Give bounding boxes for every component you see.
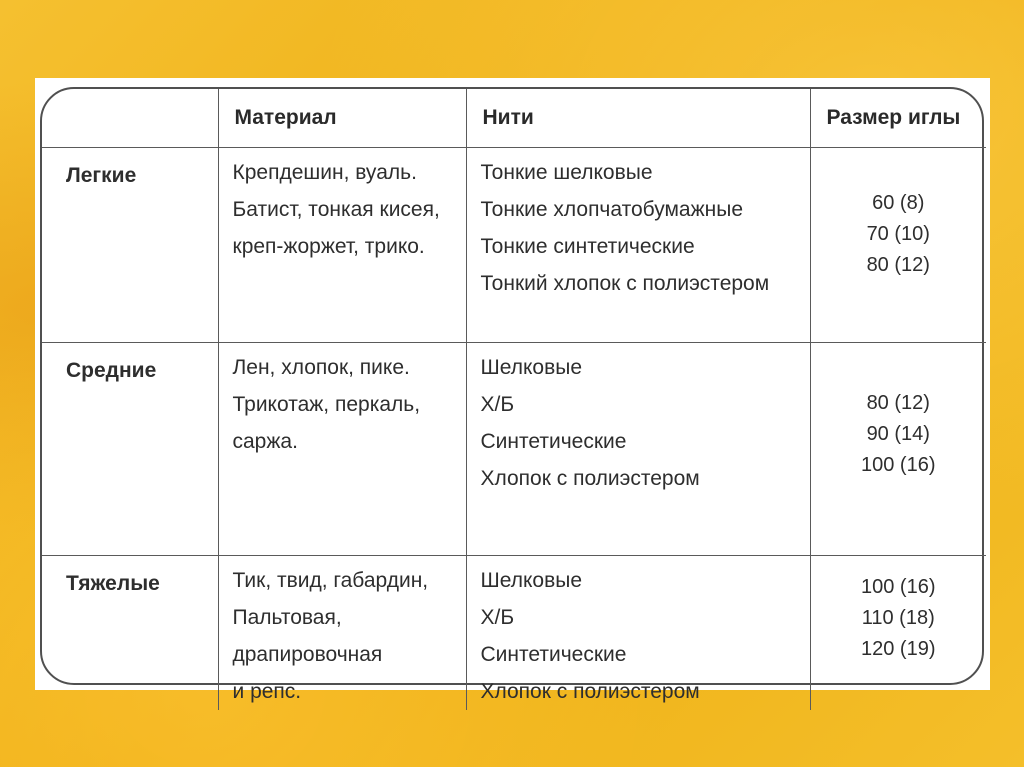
thread-line: Тонкие хлопчатобумажные xyxy=(480,198,744,221)
table-panel xyxy=(35,78,990,703)
needle-size-value: 110 (18) xyxy=(861,606,935,629)
needle-size-value: 100 (16) xyxy=(861,575,936,598)
materials-cell xyxy=(218,343,466,556)
thread-line: Х/Б xyxy=(480,393,515,416)
material-line: и репс. xyxy=(232,680,302,703)
thread-line: Тонкие синтетические xyxy=(480,235,695,258)
material-line: Трикотаж, перкаль, xyxy=(232,393,421,416)
needle-size-value: 90 (14) xyxy=(866,422,930,445)
thread-line: Синтетические xyxy=(480,643,627,666)
material-line: Батист, тонкая кисея, xyxy=(232,198,440,221)
header-threads: Нити xyxy=(466,89,810,148)
needle-size-table xyxy=(42,89,986,710)
table-row xyxy=(42,343,986,556)
material-line: Тик, твид, габардин, xyxy=(232,569,429,592)
needle-size-cell xyxy=(810,556,986,711)
category-cell: Легкие xyxy=(42,148,218,343)
material-line: Крепдешин, вуаль. xyxy=(232,161,417,184)
needle-size-value: 60 (8) xyxy=(872,191,925,214)
thread-line: Тонкий хлопок с полиэстером xyxy=(480,272,770,295)
material-line: креп-жоржет, трико. xyxy=(232,235,425,258)
materials-cell xyxy=(218,148,466,343)
header-needle-size: Размер иглы xyxy=(810,89,986,148)
table-row xyxy=(42,556,986,711)
thread-line: Х/Б xyxy=(480,606,515,629)
needle-size-cell xyxy=(810,148,986,343)
thread-line: Шелковые xyxy=(480,356,583,379)
material-line: Пальтовая, xyxy=(232,606,342,629)
thread-line: Синтетические xyxy=(480,430,627,453)
table-row xyxy=(42,148,986,343)
header-empty xyxy=(42,89,218,148)
material-line: Лен, хлопок, пике. xyxy=(232,356,410,379)
table-frame xyxy=(40,87,984,703)
thread-line: Шелковые xyxy=(480,569,583,592)
header-material: Материал xyxy=(218,89,466,148)
threads-cell xyxy=(466,148,810,343)
thread-line: Хлопок с полиэстером xyxy=(480,680,700,703)
materials-cell xyxy=(218,556,466,711)
needle-size-value: 70 (10) xyxy=(866,222,930,245)
material-line: драпировочная xyxy=(232,643,383,666)
threads-cell xyxy=(466,343,810,556)
thread-line: Хлопок с полиэстером xyxy=(480,467,700,490)
material-line: саржа. xyxy=(232,430,298,453)
needle-size-value: 80 (12) xyxy=(866,253,930,276)
thread-line: Тонкие шелковые xyxy=(480,161,653,184)
category-cell: Тяжелые xyxy=(42,556,218,711)
category-cell: Средние xyxy=(42,343,218,556)
threads-cell xyxy=(466,556,810,711)
needle-size-cell xyxy=(810,343,986,556)
needle-size-value: 80 (12) xyxy=(866,391,930,414)
needle-size-value: 120 (19) xyxy=(861,637,936,660)
header-row xyxy=(42,89,986,148)
needle-size-value: 100 (16) xyxy=(861,453,936,476)
